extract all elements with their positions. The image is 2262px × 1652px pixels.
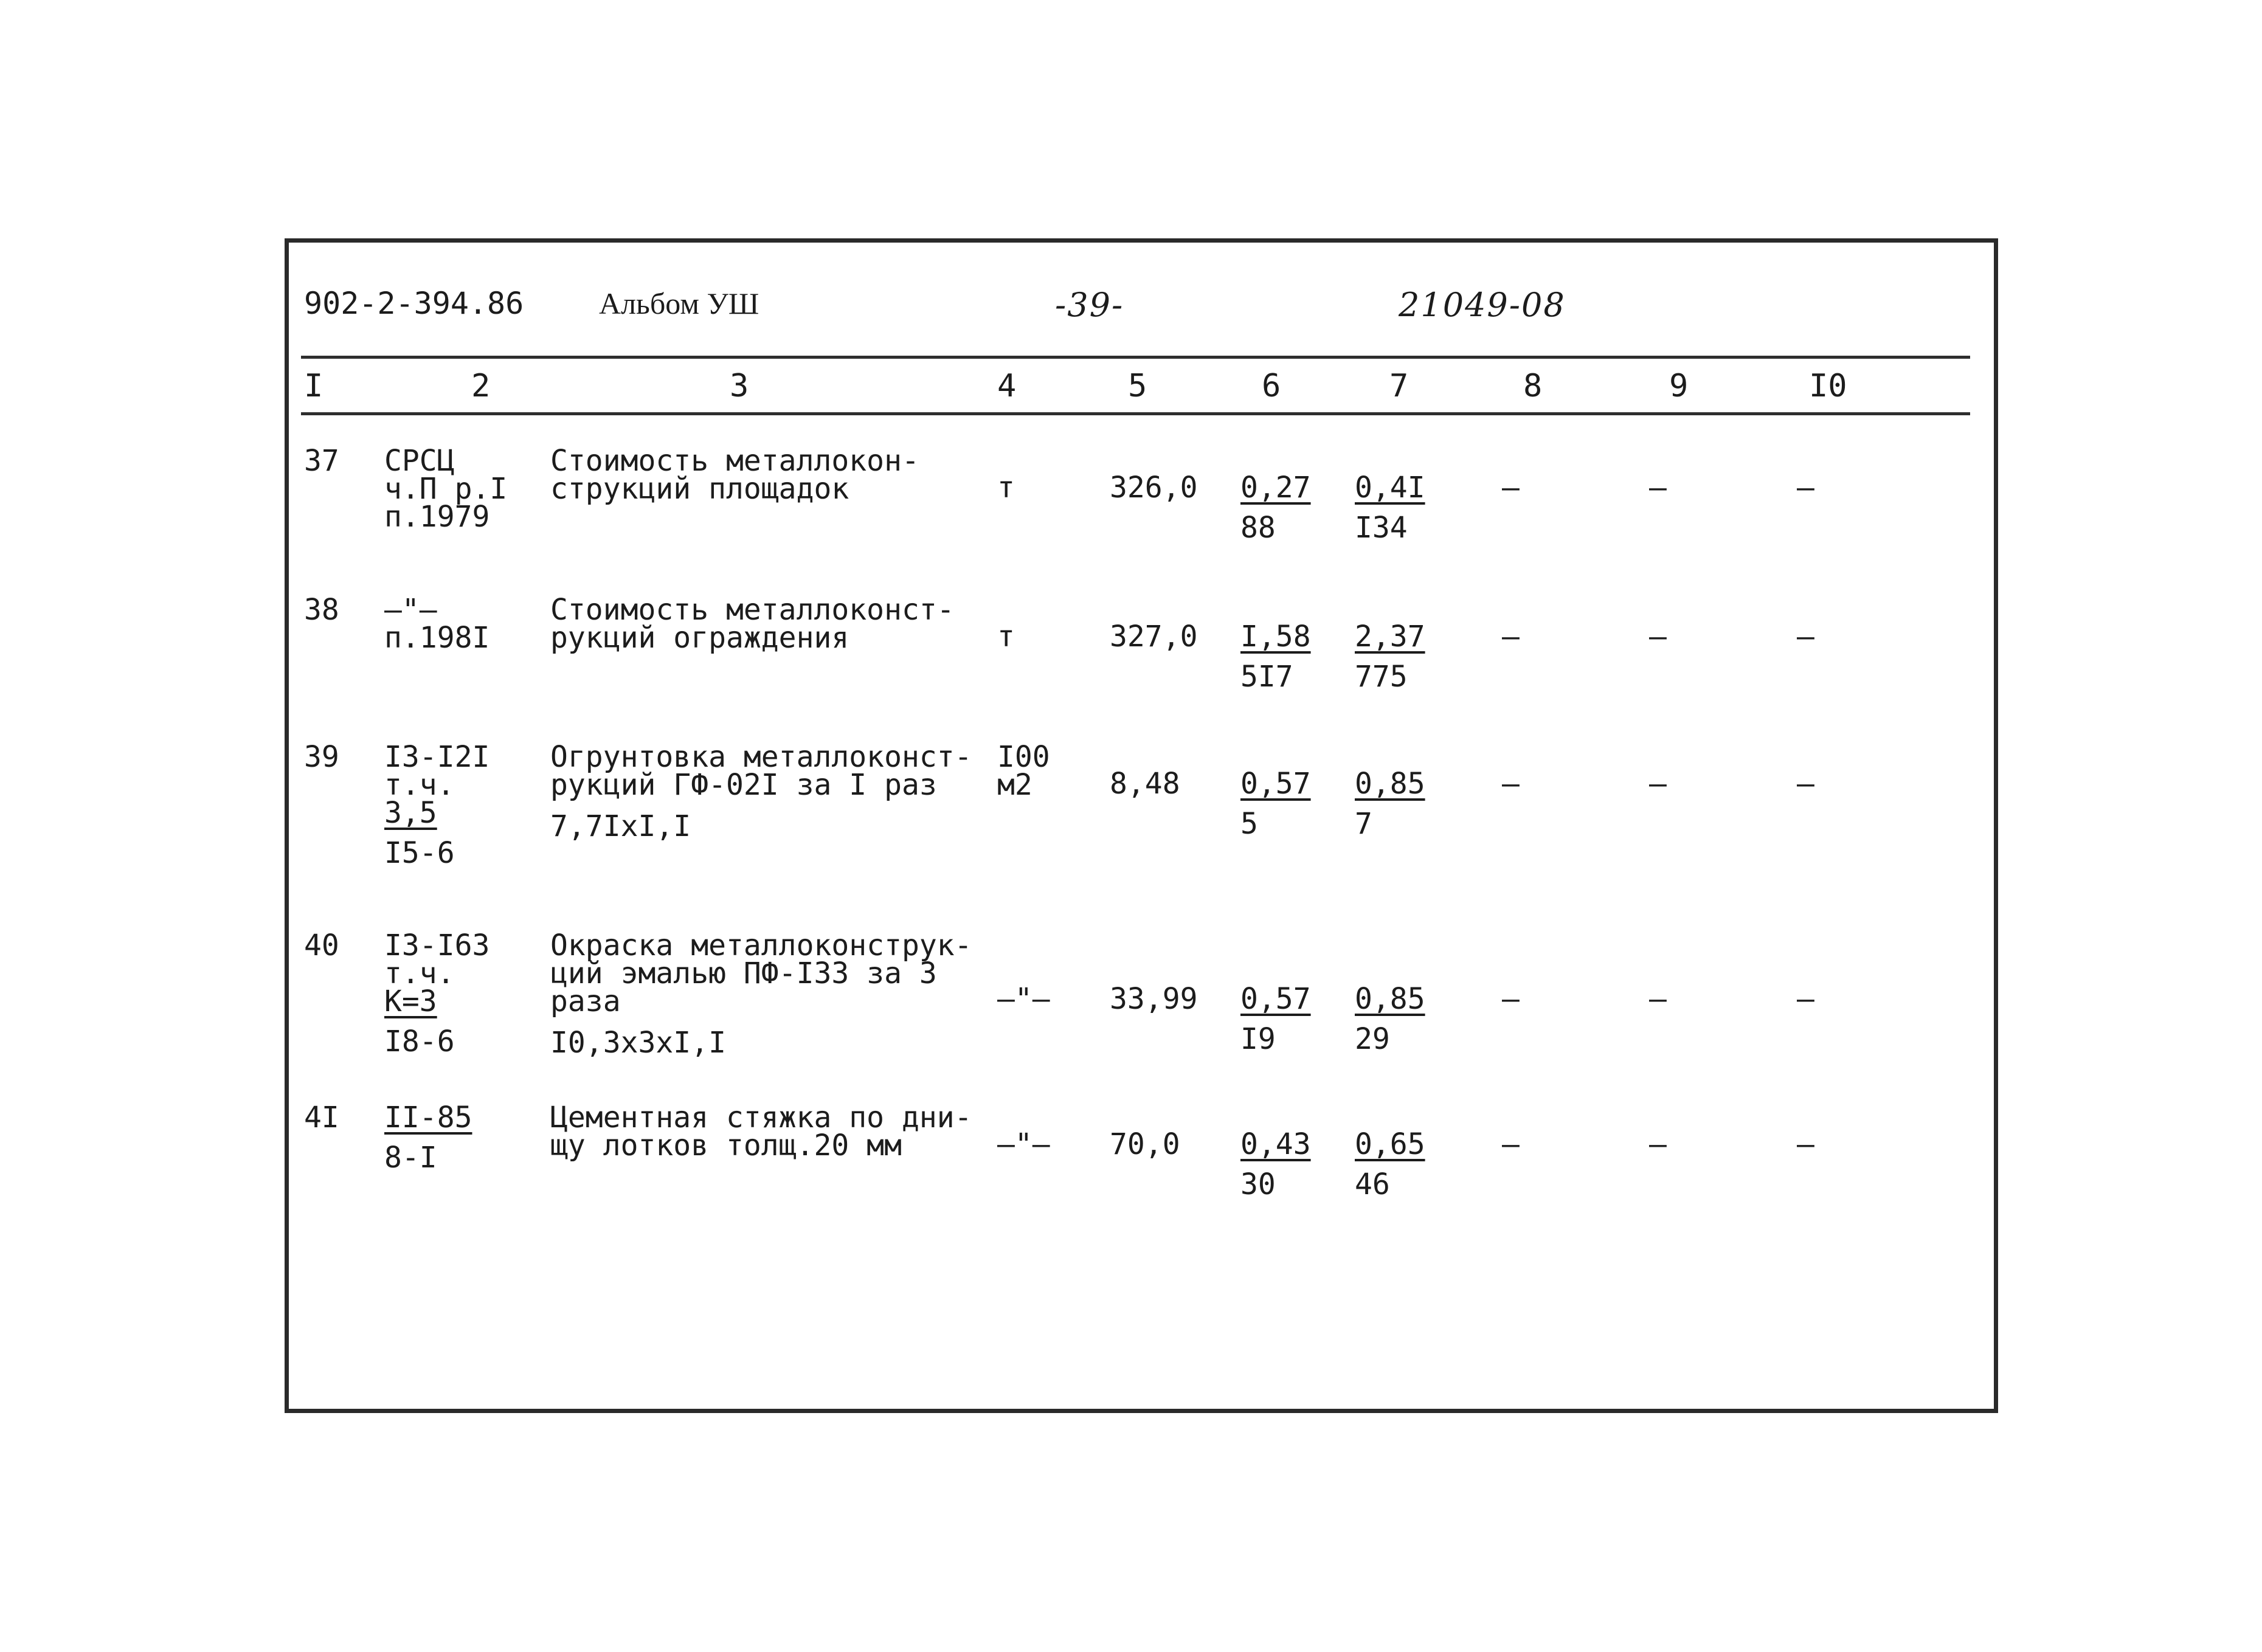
column-number-5: 5 [1128,368,1147,404]
row-reference: п.1979 [384,500,490,534]
column-number-8: 8 [1523,368,1543,404]
row-unit-cost-total: I9 [1240,1022,1276,1056]
row-quantity: 8,48 [1110,767,1180,801]
row-quantity: 70,0 [1110,1127,1180,1161]
row-reference-denominator: 8-I [384,1141,437,1175]
row-reference: I3-I63 [384,928,490,963]
row-unit-cost-total: 88 [1240,511,1276,545]
row-col10: – [1797,1127,1814,1161]
row-description: Окраска металлоконструк- [550,928,972,963]
row-number: 37 [304,444,339,478]
row-quantity: 33,99 [1110,982,1198,1016]
row-description: щу лотков толщ.20 мм [550,1128,902,1163]
row-reference-numerator: 3,5 [384,796,437,830]
row-reference: СРСЦ [384,444,455,478]
row-reference: I3-I2I [384,740,490,774]
row-unit-cost: 0,27 [1240,471,1311,505]
row-calculation: 7,7IxI,I [550,809,691,843]
column-number-4: 4 [997,368,1017,404]
row-number: 40 [304,928,339,963]
row-col10: – [1797,982,1814,1016]
row-description: Цементная стяжка по дни- [550,1101,972,1135]
row-reference: п.198I [384,621,490,655]
header-rule-top [301,356,1970,359]
row-col9: – [1649,1127,1667,1161]
row-unit-cost: I,58 [1240,620,1311,654]
row-description: Стоимость металлокон- [550,444,919,478]
column-number-7: 7 [1389,368,1409,404]
row-total-cost-total: 775 [1355,660,1408,694]
row-col8: – [1502,1127,1520,1161]
row-description: рукций ограждения [550,621,849,655]
row-reference-denominator: I8-6 [384,1025,455,1059]
column-number-6: 6 [1262,368,1281,404]
row-quantity: 327,0 [1110,620,1198,654]
row-reference-denominator: I5-6 [384,836,455,870]
row-col9: – [1649,620,1667,654]
row-number: 4I [304,1101,339,1135]
inventory-number: 21049-08 [1399,286,1566,324]
row-unit: –"– [997,982,1050,1016]
row-col8: – [1502,982,1520,1016]
row-description: Стоимость металлоконст- [550,593,955,627]
row-col9: – [1649,767,1667,801]
row-description: ций эмалью ПФ-I33 за 3 [550,956,937,990]
row-description: раза [550,984,621,1018]
row-description: Огрунтовка металлоконст- [550,740,972,774]
row-description: рукций ГФ-02I за I раз [550,768,937,802]
row-reference-numerator: II-85 [384,1101,472,1135]
column-number-2: 2 [471,368,491,404]
row-total-cost: 0,4I [1355,471,1425,505]
row-col8: – [1502,471,1520,505]
row-col9: – [1649,982,1667,1016]
row-unit: т [997,620,1015,654]
row-quantity: 326,0 [1110,471,1198,505]
column-number-9: 9 [1669,368,1689,404]
row-reference: –"– [384,593,437,627]
row-total-cost: 0,85 [1355,767,1425,801]
column-number-10: I0 [1809,368,1847,404]
row-total-cost: 2,37 [1355,620,1425,654]
row-total-cost: 0,85 [1355,982,1425,1016]
row-number: 38 [304,593,339,627]
row-col10: – [1797,471,1814,505]
row-unit-cost-total: 5I7 [1240,660,1293,694]
album-label: Альбом УШ [599,286,759,320]
row-number: 39 [304,740,339,774]
row-unit-cost: 0,43 [1240,1127,1311,1161]
row-unit: м2 [997,768,1032,802]
row-total-cost-total: 29 [1355,1022,1390,1056]
row-unit-cost-total: 5 [1240,807,1258,841]
row-col8: – [1502,767,1520,801]
row-col9: – [1649,471,1667,505]
row-total-cost-total: I34 [1355,511,1408,545]
row-unit-cost: 0,57 [1240,982,1311,1016]
header-rule-bottom [301,412,1970,415]
row-col10: – [1797,767,1814,801]
row-col8: – [1502,620,1520,654]
doc-code: 902-2-394.86 [304,286,524,321]
row-total-cost: 0,65 [1355,1127,1425,1161]
row-calculation: I0,3x3xI,I [550,1026,726,1060]
column-number-1: I [304,368,323,404]
row-unit-cost: 0,57 [1240,767,1311,801]
column-number-3: 3 [730,368,749,404]
row-total-cost-total: 46 [1355,1167,1390,1201]
row-reference: ч.П р.I [384,472,508,506]
row-total-cost-total: 7 [1355,807,1372,841]
page-number: -39- [1055,286,1124,324]
row-unit-cost-total: 30 [1240,1167,1276,1201]
row-reference: т.ч. [384,768,455,802]
row-description: струкций площадок [550,472,849,506]
row-reference: т.ч. [384,956,455,990]
row-col10: – [1797,620,1814,654]
row-unit: т [997,471,1015,505]
row-unit: –"– [997,1127,1050,1161]
row-reference-numerator: К=3 [384,984,437,1018]
row-unit: I00 [997,740,1050,774]
